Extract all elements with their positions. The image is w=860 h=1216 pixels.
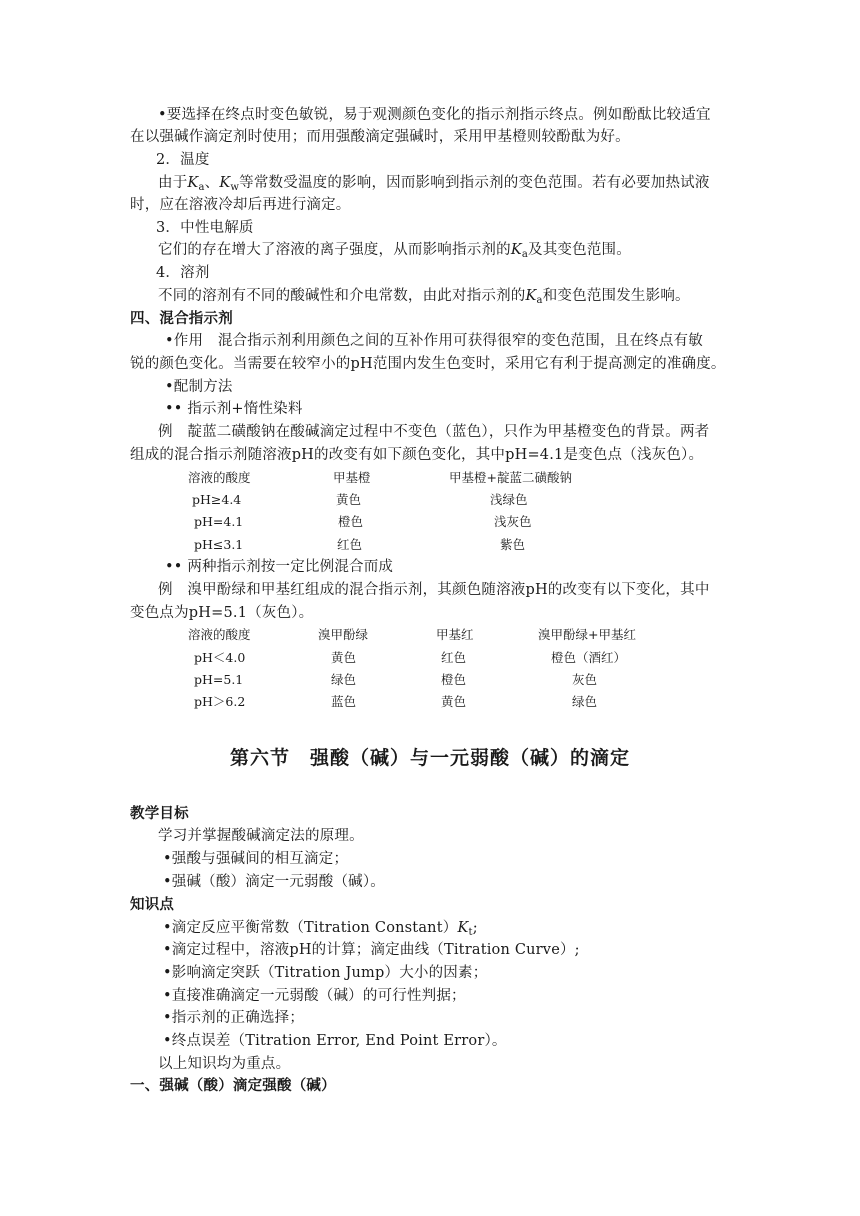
paragraph-line: 组成的混合指示剂随溶液pH的改变有如下颜色变化，其中pH=4.1是变色点（浅灰色）。	[130, 447, 704, 463]
paragraph-line: 由于$K_a$、$K_w$等常数受温度的影响，因而影响到指示剂的变色范围。若有必要加热试液	[158, 175, 710, 193]
paragraph-line: 时，应在溶液冷却后再进行滴定。	[130, 197, 351, 213]
table-header-cell: 溶液的酸度	[188, 470, 251, 485]
paragraph-line: 它们的存在增大了溶液的离子强度，从而影响指示剂的$K_a$及其变色范围。	[158, 242, 631, 260]
table-cell: 绿色	[572, 694, 598, 709]
paragraph-line: 不同的溶剂有不同的酸碱性和介电常数，由此对指示剂的$K_a$和变色范围发生影响。	[158, 288, 690, 306]
bullet-item: •强碱（酸）滴定一元弱酸（碱）。	[163, 874, 386, 890]
bullet-item: •直接准确滴定一元弱酸（碱）的可行性判据；	[163, 988, 466, 1004]
table-header-cell: 溴甲酚绿	[318, 627, 369, 642]
table-header-cell: 溴甲酚绿+甲基红	[538, 627, 636, 642]
subheading-solvent: 4．溶剂	[156, 265, 210, 281]
table-cell: 黄色	[441, 694, 467, 709]
paragraph-line: 例 靛蓝二磺酸钠在酸碱滴定过程中不变色（蓝色），只作为甲基橙变色的背景。两者	[158, 424, 710, 440]
table-cell: 灰色	[572, 672, 598, 687]
table-cell: 橙色	[338, 514, 364, 529]
heading-strong-acid-base: 一、强碱（酸）滴定强酸（碱）	[130, 1077, 336, 1094]
paragraph-line: 锐的颜色变化。当需要在较窄小的pH范围内发生色变时，采用它有利于提高测定的准确度。	[130, 356, 726, 372]
heading-knowledge-points: 知识点	[130, 896, 175, 913]
table-cell: 橙色（酒红）	[551, 650, 627, 665]
table-cell: pH＜4.0	[194, 650, 246, 665]
paragraph-line: 学习并掌握酸碱滴定法的原理。	[158, 828, 364, 844]
paragraph-line: •作用 混合指示剂利用颜色之间的互补作用可获得很窄的变色范围，且在终点有敏	[165, 333, 703, 349]
subheading-temperature: 2．温度	[156, 152, 210, 168]
table-cell: 浅灰色	[494, 514, 532, 529]
bullet-item: •滴定过程中，溶液pH的计算；滴定曲线（Titration Curve）;	[163, 942, 580, 958]
bullet-item: •配制方法	[165, 379, 233, 395]
table-cell: 橙色	[441, 672, 467, 687]
bullet-item: •滴定反应平衡常数（Titration $Constant)K_t$;	[163, 920, 478, 938]
subheading-electrolyte: 3．中性电解质	[156, 220, 254, 236]
bullet-item: •指示剂的正确选择；	[163, 1010, 305, 1026]
paragraph-line: 例 溴甲酚绿和甲基红组成的混合指示剂，其颜色随溶液pH的改变有以下变化，其中	[158, 582, 710, 598]
paragraph-line: 变色点为pH=5.1（灰色）。	[130, 605, 314, 621]
bullet-item: •• 两种指示剂按一定比例混合而成	[165, 559, 394, 575]
table-header-cell: 甲基橙+靛蓝二磺酸钠	[449, 470, 572, 485]
heading-teaching-goals: 教学目标	[130, 805, 189, 822]
table-cell: 红色	[337, 537, 363, 552]
table-cell: pH＞6.2	[194, 694, 246, 709]
table-header-cell: 溶液的酸度	[188, 627, 251, 642]
table-cell: 蓝色	[331, 694, 357, 709]
table-cell: 黄色	[331, 650, 357, 665]
bullet-item: •终点误差（Titration Error, End Point Error）。	[163, 1033, 507, 1049]
table-header-cell: 甲基橙	[333, 470, 371, 485]
heading-mixed-indicator: 四、混合指示剂	[130, 310, 233, 327]
table-cell: pH=4.1	[194, 514, 244, 529]
table-header-cell: 甲基红	[436, 627, 474, 642]
section-title: 第六节 强酸（碱）与一元弱酸（碱）的滴定	[229, 747, 630, 769]
table-cell: 红色	[441, 650, 467, 665]
table-cell: pH≤3.1	[194, 537, 244, 552]
bullet-item: •强酸与强碱间的相互滴定；	[163, 851, 349, 867]
bullet-item: •影响滴定突跃（Titration Jump）大小的因素；	[163, 965, 488, 981]
bullet-item: •• 指示剂+惰性染料	[165, 401, 303, 417]
paragraph-line: 在以强碱作滴定剂时使用；而用强酸滴定强碱时，采用甲基橙则较酚酞为好。	[130, 129, 630, 145]
paragraph-line: •要选择在终点时变色敏锐，易于观测颜色变化的指示剂指示终点。例如酚酞比较适宜	[158, 107, 711, 123]
table-cell: 紫色	[500, 537, 526, 552]
table-cell: 绿色	[331, 672, 357, 687]
table-cell: 黄色	[336, 492, 362, 507]
paragraph-line: 以上知识均为重点。	[158, 1056, 291, 1072]
table-cell: pH≥4.4	[192, 492, 242, 507]
table-cell: 浅绿色	[490, 492, 528, 507]
table-cell: pH=5.1	[194, 672, 244, 687]
